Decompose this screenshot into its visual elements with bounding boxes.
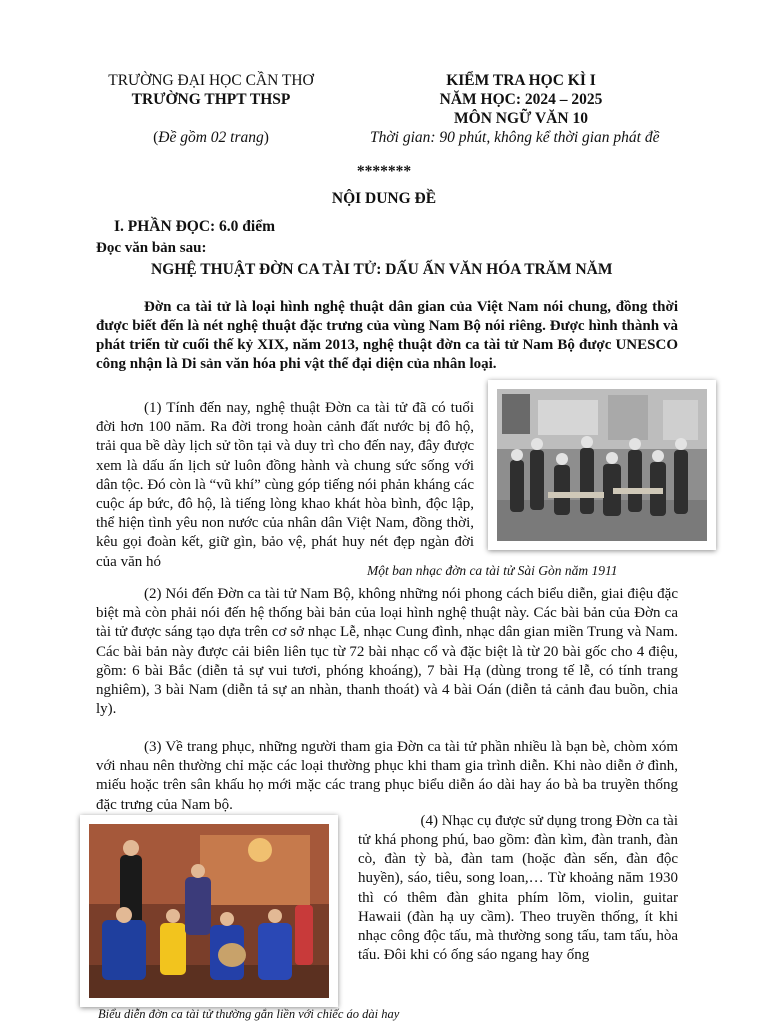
school-year: NĂM HỌC: 2024 – 2025 — [439, 91, 603, 108]
reading-instruction: Đọc văn bản sau: — [96, 240, 207, 256]
performance-image — [80, 815, 338, 1007]
subject: MÔN NGỮ VĂN 10 — [454, 110, 588, 127]
paragraph-1: (1) Tính đến nay, nghệ thuật Đờn ca tài tử đã có tuổi đời hơn 100 năm. Ra đời trong hoàn cảnh đất nước bị đô hộ, trải qua bề dày lịch sử tồn tại và duy trì cho đến nay, đây được xem là dấu ấn lịch sử luôn đồng hành và chung sức sống với dân tộc. Đó còn là “vũ khí” cùng góp tiếng nói phản kháng các cuộc áp bức, đô hộ, là tiếng lòng khao khát hòa bình, độc lập, thể hiện tình yêu non nước của nhân dân Việt Nam, đồng thời, kêu gọi đoàn kết, giữ gìn, bảo vệ, phát huy nét đẹp ngàn đời của văn hó — [96, 400, 474, 570]
exam-time: Thời gian: 90 phút, không kể thời gian phát đề — [370, 129, 660, 146]
photo-performance — [80, 815, 338, 1007]
school-name: TRƯỜNG THPT THSP — [131, 91, 291, 108]
photo-saigon-band-1911 — [488, 380, 716, 550]
passage-title: NGHỆ THUẬT ĐỜN CA TÀI TỬ: DẤU ẤN VĂN HÓA TRĂM NĂM — [151, 261, 613, 278]
photo-caption-2: Biểu diễn đờn ca tài tử thường gắn liền với chiếc áo dài hay — [98, 1007, 400, 1021]
paragraph-4: tử khá phong phú, bao gồm: đàn kìm, đàn tranh, đàn cò, đàn tỳ bà, đàn tam (hoặc đàn sến, đàn độc huyền), sáo, tiêu, song loan,… Từ khoảng năm 1930 thì có thêm đàn ghita phím lõm, violin, guitar Hawaii (đàn hạ uy cầm). Theo truyền thống, ít khi nhạc công độc tấu, mà thường song tấu, tam tấu, hòa tấu. Đôi khi có ống sáo ngang hay ống — [358, 832, 678, 964]
section-reading-heading: I. PHẦN ĐỌC: 6.0 điểm — [114, 218, 276, 235]
university-name: TRƯỜNG ĐẠI HỌC CẦN THƠ — [108, 72, 314, 89]
paragraph-2: (2) Nói đến Đờn ca tài tử Nam Bộ, không những nói phong cách biểu diễn, giai điệu đặc biệt mà còn phải nói đến hệ thống bài bản của loại hình nghệ thuật này. Các bài bản của Đờn ca tài tử được sáng tạo dựa trên cơ sở nhạc Lễ, nhạc Cung đình, nhạc dân gian miền Trung và Nam. Các bài bản này được cải biên liên tục từ 72 bài nhạc cổ và đặc biệt là từ 20 bài gốc cho 4 điệu, gồm: 6 bài Bắc (diễn tả sự vui tươi, phóng khoáng), 7 bài Hạ (dùng trong tế lễ, có tính trang nghiêm), 3 bài Nam (diễn tả sự an nhàn, thanh thoát) và 4 bài Oán (diễn tả cảnh đau buồn, chia ly). — [96, 586, 678, 718]
exam-title: KIỂM TRA HỌC KÌ I — [446, 72, 596, 89]
photo-caption-1: Một ban nhạc đờn ca tài tử Sài Gòn năm 1911 — [367, 563, 618, 578]
intro-paragraph: Đờn ca tài tử là loại hình nghệ thuật dân gian của Việt Nam nói chung, đồng thời được biết đến là nét nghệ thuật đặc trưng của vùng Nam Bộ nói riêng. Được hình thành và phát triển từ cuối thế kỷ XIX, năm 2013, nghệ thuật đờn ca tài tử Nam Bộ được UNESCO công nhận là Di sản văn hóa phi vật thể đại diện của nhân loại. — [96, 299, 678, 372]
paragraph-3: (3) Về trang phục, những người tham gia Đờn ca tài tử phần nhiều là bạn bè, chòm xóm với nhau nên thường chỉ mặc các loại thường phục khi tham gia trình diễn. Khi nào diễn ở đình, miếu hoặc trên sân khấu họ mới mặc các trang phục biểu diễn áo dài hay áo bà ba truyền thống đặc trưng của Nam bộ. — [96, 739, 678, 813]
content-title: NỘI DUNG ĐỀ — [331, 190, 437, 207]
separator: ******* — [356, 163, 412, 180]
historic-band-image — [488, 380, 716, 550]
pages-note: (Đề gồm 02 trang) — [153, 129, 269, 146]
paragraph-4-first-line: (4) Nhạc cụ được sử dụng trong Đờn ca tài — [420, 813, 678, 829]
